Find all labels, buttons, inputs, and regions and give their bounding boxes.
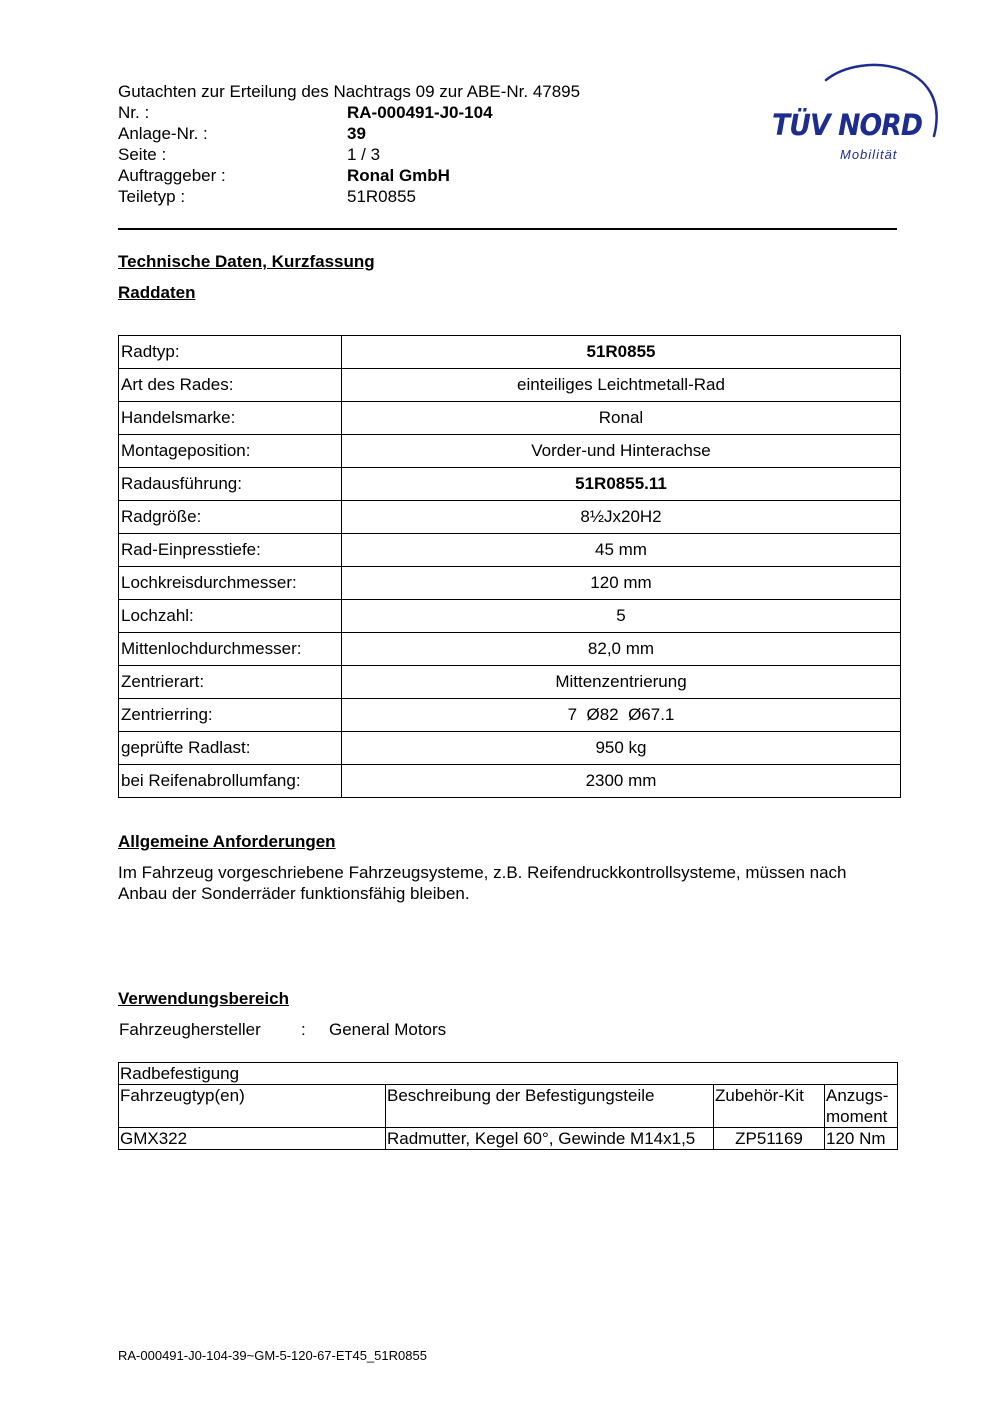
table-row: [119, 336, 901, 369]
header-label: Seite :: [118, 145, 167, 164]
table-cell-key: Lochkreisdurchmesser:: [119, 567, 342, 600]
table-cell-key: Zentrierart:: [119, 666, 342, 699]
manufacturer-separator: :: [301, 1020, 306, 1039]
table-cell: 120 Nm: [825, 1128, 898, 1150]
table-row: [119, 633, 901, 666]
header-label: Teiletyp :: [118, 187, 186, 206]
table-cell-key: Radtyp:: [119, 336, 342, 369]
header-value: 39: [347, 124, 366, 143]
table-cell-key: Montageposition:: [119, 435, 342, 468]
table-row: [119, 534, 901, 567]
tuv-nord-logo: [768, 58, 948, 168]
wheel-data-table: [118, 335, 901, 798]
header-row-auftraggeber: [118, 165, 580, 186]
table-cell: Radmutter, Kegel 60°, Gewinde M14x1,5: [386, 1128, 714, 1150]
table-row: [119, 567, 901, 600]
table-header-cell: Anzugs- moment: [825, 1085, 898, 1128]
table-header-cell: Zubehör-Kit: [714, 1085, 825, 1128]
header-row-teiletyp: [118, 186, 580, 207]
table-cell-key: Zentrierring:: [119, 699, 342, 732]
table-header-row: [119, 1085, 898, 1128]
header-label: Nr. :: [118, 103, 150, 122]
table-cell-value: Vorder-und Hinterachse: [342, 435, 901, 468]
table-row: [119, 732, 901, 765]
document-header: [118, 81, 580, 207]
table-row: [119, 369, 901, 402]
table-cell-value: Mittenzentrierung: [342, 666, 901, 699]
document-title: Gutachten zur Erteilung des Nachtrags 09 zur ABE-Nr. 47895: [118, 82, 581, 101]
table-row: [119, 600, 901, 633]
table-header-cell: Beschreibung der Befestigungsteile: [386, 1085, 714, 1128]
table-cell-key: geprüfte Radlast:: [119, 732, 342, 765]
table-title-cell: Radbefestigung: [119, 1063, 898, 1085]
table-cell-value: 120 mm: [342, 567, 901, 600]
raddaten-heading: Raddaten: [118, 283, 196, 302]
table-cell-value: 51R0855: [342, 336, 901, 369]
table-cell-value: 950 kg: [342, 732, 901, 765]
table-cell-value: 8½Jx20H2: [342, 501, 901, 534]
table-cell-key: Handelsmarke:: [119, 402, 342, 435]
header-value: RA-000491-J0-104: [347, 103, 493, 122]
header-value: 1 / 3: [347, 145, 381, 164]
table-cell-value: Ronal: [342, 402, 901, 435]
table-row: [119, 435, 901, 468]
header-row-anlage: [118, 123, 580, 144]
table-cell-key: Rad-Einpresstiefe:: [119, 534, 342, 567]
table-cell-key: Lochzahl:: [119, 600, 342, 633]
table-row: [119, 765, 901, 798]
logo-brand: TÜV NORD: [772, 108, 923, 142]
table-cell-value: 82,0 mm: [342, 633, 901, 666]
manufacturer-label: Fahrzeughersteller: [119, 1020, 261, 1039]
header-row-seite: [118, 144, 580, 165]
header-value: Ronal GmbH: [347, 166, 450, 185]
table-row: [119, 1063, 898, 1085]
table-row: [119, 402, 901, 435]
table-row: [119, 699, 901, 732]
verwendung-heading: Verwendungsbereich: [118, 989, 289, 1008]
manufacturer-row: [119, 1020, 446, 1040]
table-cell-key: bei Reifenabrollumfang:: [119, 765, 342, 798]
header-divider: [118, 228, 897, 230]
table-cell: GMX322: [119, 1128, 386, 1150]
table-row: [119, 468, 901, 501]
table-cell-key: Radgröße:: [119, 501, 342, 534]
table-cell-key: Art des Rades:: [119, 369, 342, 402]
header-label: Auftraggeber :: [118, 166, 226, 185]
table-cell-key: Radausführung:: [119, 468, 342, 501]
allgemein-heading: Allgemeine Anforderungen: [118, 832, 336, 851]
table-cell-value: 5: [342, 600, 901, 633]
manufacturer-value: General Motors: [329, 1020, 447, 1039]
tech-data-heading: Technische Daten, Kurzfassung: [118, 252, 375, 271]
table-cell: ZP51169: [714, 1128, 825, 1150]
table-cell-key: Mittenlochdurchmesser:: [119, 633, 342, 666]
header-label: Anlage-Nr. :: [118, 124, 208, 143]
table-row: [119, 666, 901, 699]
fastening-table: [118, 1062, 898, 1150]
table-cell-value: 51R0855.11: [342, 468, 901, 501]
table-cell-value: 45 mm: [342, 534, 901, 567]
table-cell-value: 7 Ø82 Ø67.1: [342, 699, 901, 732]
document-footer: RA-000491-J0-104-39~GM-5-120-67-ET45_51R0855: [118, 1348, 427, 1363]
table-cell-value: 2300 mm: [342, 765, 901, 798]
header-row-nr: [118, 102, 580, 123]
table-row: [119, 501, 901, 534]
table-header-cell: Fahrzeugtyp(en): [119, 1085, 386, 1128]
header-value: 51R0855: [347, 187, 417, 206]
table-row: [119, 1128, 898, 1150]
table-cell-value: einteiliges Leichtmetall-Rad: [342, 369, 901, 402]
allgemein-paragraph: Im Fahrzeug vorgeschriebene Fahrzeugsysteme, z.B. Reifendruckkontrollsysteme, müssen nach Anbau der Sonderräder funktionsfähig bleiben.: [118, 863, 847, 903]
logo-sub: Mobilität: [840, 147, 898, 162]
